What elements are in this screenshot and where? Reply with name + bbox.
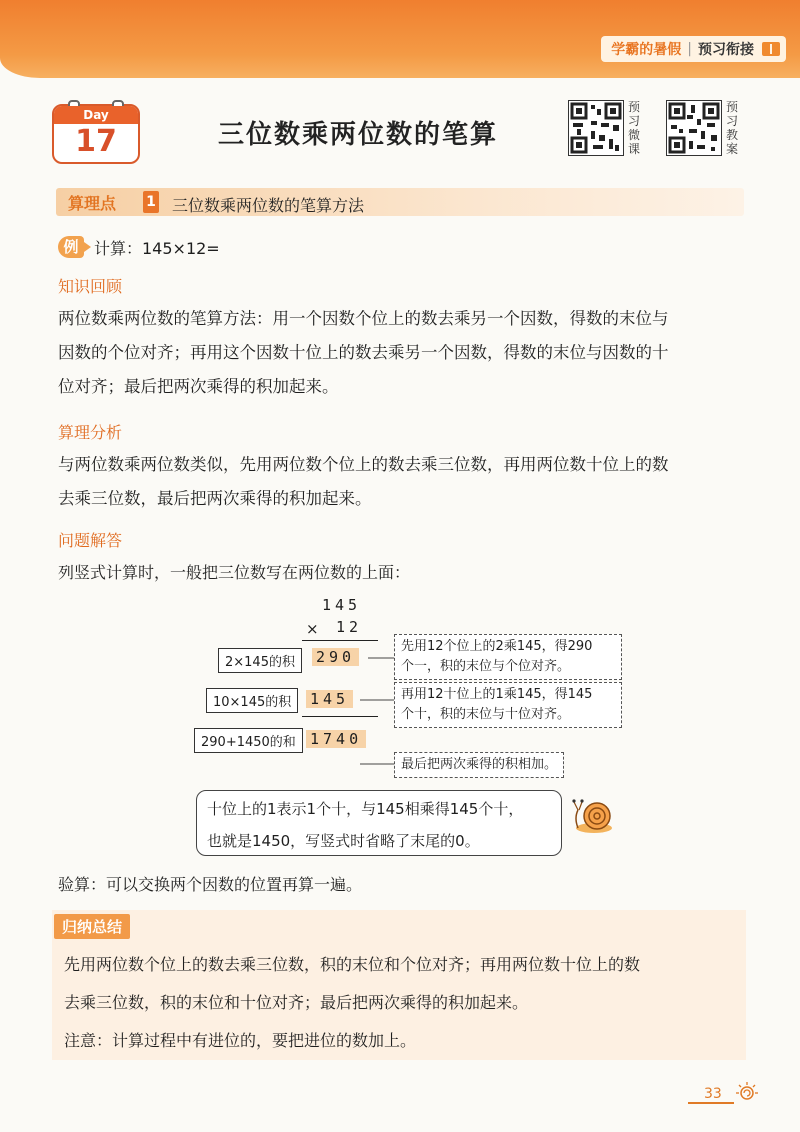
section-tag: 算理点	[68, 194, 117, 213]
brand-right: 预习衔接	[698, 42, 754, 58]
day-label: Day	[54, 106, 138, 124]
tip-bubble: 十位上的1表示1个十，与145相乘得145个十， 也就是1450，写竖式时省略了末尾的0。	[196, 790, 562, 856]
qr-label-1: 预习微课	[627, 100, 640, 156]
summary-text: 先用两位数个位上的数去乘三位数，积的末位和个位对齐；再用两位数十位上的数 去乘三位数，积的末位和十位对齐；最后把两次乘得的积加起来。 注意：计算过程中有进位的，要把进位的数加上。	[64, 955, 641, 1050]
snail-mascot-icon	[570, 796, 614, 836]
calc-multiplicand: 145	[322, 596, 362, 614]
example-badge: 例	[58, 236, 84, 258]
section-title: 三位数乘两位数的笔算方法	[172, 196, 365, 215]
label-sum: 290+1450的和	[194, 728, 303, 753]
analysis-heading: 算理分析	[58, 423, 123, 442]
connector-lines	[360, 640, 396, 770]
example-text: 计算：145×12=	[94, 239, 220, 258]
qr-code-icon[interactable]	[666, 100, 722, 156]
note-step-1: 先用12个位上的2乘145，得290 个一，积的末位与个位对齐。	[394, 634, 622, 680]
solution-intro: 列竖式计算时，一般把三位数写在两位数的上面：	[58, 563, 411, 582]
calc-operator: ×	[306, 620, 319, 638]
label-partial-1: 2×145的积	[218, 648, 302, 673]
solution-heading: 问题解答	[58, 531, 123, 550]
final-product: 1740	[306, 730, 366, 748]
note-step-3: 最后把两次乘得的积相加。	[394, 752, 564, 778]
note-step-2: 再用12十位上的1乘145，得145 个十，积的末位与十位对齐。	[394, 682, 622, 728]
knowledge-heading: 知识回顾	[58, 277, 123, 296]
lesson-title: 三位数乘两位数的笔算	[218, 120, 499, 150]
day-calendar-badge	[52, 104, 140, 164]
book-icon	[762, 42, 780, 56]
label-partial-2: 10×145的积	[206, 688, 298, 713]
brand-left: 学霸的暑假	[611, 42, 682, 58]
page-number: 33	[704, 1086, 722, 1102]
qr-code-icon[interactable]	[568, 100, 624, 156]
summary-tag: 归纳总结	[54, 914, 130, 939]
series-brand: 学霸的暑假 | 预习衔接	[601, 36, 786, 62]
calc-multiplier: 12	[336, 618, 363, 636]
sun-swirl-icon	[734, 1080, 760, 1106]
knowledge-paragraph: 两位数乘两位数的笔算方法：用一个因数个位上的数去乘另一个因数，得数的末位与 因数的个位对齐；再用这个因数十位上的数去乘另一个因数，得数的末位与因数的十 位对齐；最后把两次乘得的积加起来。	[58, 309, 669, 396]
check-text: 验算：可以交换两个因数的位置再算一遍。	[58, 875, 363, 894]
analysis-paragraph: 与两位数乘两位数类似，先用两位数个位上的数去乘三位数，再用两位数十位上的数 去乘三位数，最后把两次乘得的积加起来。	[58, 455, 669, 508]
partial-product-2: 145	[306, 690, 353, 708]
partial-product-1: 290	[312, 648, 359, 666]
section-number: 1	[143, 191, 159, 213]
day-number: 17	[75, 124, 117, 159]
page-number-underline	[688, 1102, 734, 1104]
qr-label-2: 预习教案	[725, 100, 738, 156]
section-bar	[56, 188, 744, 216]
